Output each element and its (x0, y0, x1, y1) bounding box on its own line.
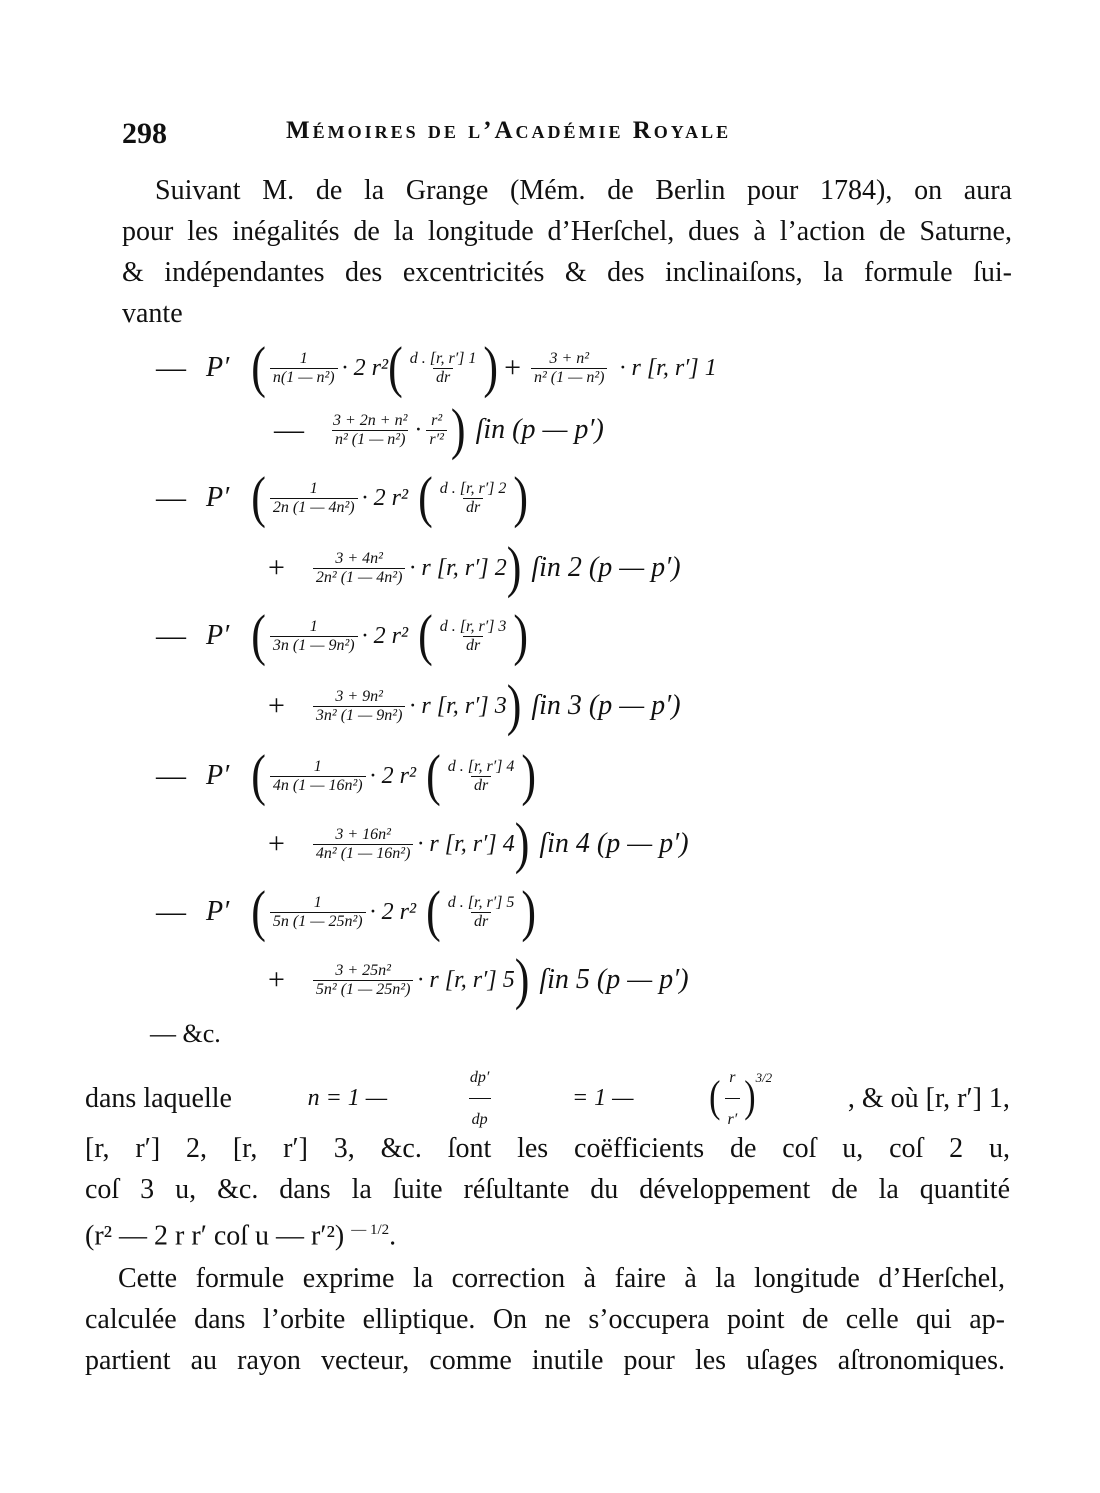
formula-term-5a (150, 879, 537, 944)
p-prime: P′ (206, 482, 230, 513)
paren-open: ( (251, 603, 266, 668)
p-prime: P′ (206, 620, 230, 651)
fraction: $\frac{d . [r, r'] 2}{dr}$ (439, 479, 507, 516)
paren-open: ( (418, 465, 433, 530)
fraction: $\frac{d . [r, r'] 4}{dr}$ (447, 757, 515, 794)
p-prime: P′ (206, 896, 230, 927)
fraction: $\frac{1}{\text{3n (1 — 9n²)}}$ (270, 618, 358, 655)
formula-term-3b (262, 673, 681, 738)
paren-close: ) (483, 335, 499, 400)
text-line: partient au rayon vecteur, comme inutile pour les uſages aſtronomiques. (85, 1345, 1005, 1376)
page-number: 298 (122, 117, 167, 150)
term-tail: · r [r, r′] 1 (619, 354, 717, 381)
fraction: $\frac{\text{3 + 4n²}}{\text{2n² (1 — 4n²)}}$ (313, 550, 405, 587)
fraction: $\frac{\text{3 + 16n²}}{\text{4n² (1 — 16n²)}}$ (313, 826, 413, 863)
paren-close: ) (506, 535, 522, 600)
coefficient: · 2 r² (361, 622, 409, 649)
paren-close: ) (506, 673, 522, 738)
text-line: pour les inégalités de la longitude d’Herſchel, dues à l’action de Saturne, (122, 216, 1012, 247)
paren-close: ) (521, 879, 537, 944)
text-line: vante (122, 298, 183, 329)
formula-term-1b (268, 397, 604, 462)
term-tail: · r [r, r′] 5 (417, 966, 515, 993)
math-fragment: ( $\frac{r}{r'}$ ) $^{3/2}$ (709, 1057, 772, 1140)
formula-term-2a (150, 465, 529, 530)
paren-open: ( (251, 879, 266, 944)
formula-term-2b (262, 535, 681, 600)
coefficient: · 2 r² (369, 762, 417, 789)
definition-line-1 (85, 1068, 1010, 1128)
fraction: $\frac{\text{r²}}{\text{r′²}}$ (426, 412, 447, 449)
fraction: $\frac{\text{3 + 25n²}}{\text{5n² (1 — 25n²)}}$ (313, 962, 413, 999)
minus-sign: — (156, 351, 186, 384)
paren-close: ) (513, 465, 529, 530)
term-tail: · r [r, r′] 3 (409, 692, 507, 719)
text-fragment: , & où [r, r′] 1, (847, 1082, 1010, 1114)
text-line: calculée dans l’orbite elliptique. On ne s’occupera point de celle qui ap- (85, 1304, 1005, 1335)
fraction: $\frac{d . [r, r'] 5}{dr}$ (447, 893, 515, 930)
paren-close: ) (521, 743, 537, 808)
sine-term: ſin 2 (p — p′) (531, 552, 681, 583)
paren-open: ( (251, 335, 266, 400)
text-line: [r, r′] 2, [r, r′] 3, &c. ſont les coëfficients de coſ u, coſ 2 u, (85, 1133, 1010, 1164)
plus-sign: + (268, 551, 285, 584)
fraction: $\frac{1}{\text{5n (1 — 25n²)}}$ (270, 894, 366, 931)
minus-sign: — (156, 895, 186, 928)
fraction: $\frac{d . [r, r'] 1}{dr}$ (409, 349, 477, 386)
formula-etc: — &c. (150, 1019, 221, 1048)
fraction: $\frac{\text{3 + n²}}{\text{n² (1 — n²)}}$ (531, 350, 607, 387)
coefficient: · 2 r² (361, 484, 409, 511)
paren-open: ( (388, 335, 403, 400)
plus-sign: + (504, 351, 521, 384)
text-fragment: dans laquelle (85, 1082, 232, 1114)
text-line: Cette formule exprime la correction à faire à la longitude d’Herſchel, (118, 1263, 1005, 1294)
coefficient: · 2 r² (369, 898, 417, 925)
minus-sign: — (156, 481, 186, 514)
math-fragment: n = 1 — (307, 1084, 388, 1111)
formula-term-1a (150, 335, 717, 400)
fraction: $\frac{\text{3 + 2n + n²}}{\text{n² (1 — n²)}}$ (333, 411, 408, 448)
paren-open: ( (418, 603, 433, 668)
fraction: $\frac{1}{\text{4n (1 — 16n²)}}$ (270, 758, 366, 795)
term-tail: · r [r, r′] 4 (417, 830, 515, 857)
sine-term: ſin (p — p′) (475, 414, 604, 445)
paren-open: ( (426, 743, 441, 808)
minus-sign: — (156, 619, 186, 652)
running-head: Mémoires de l’Académie Royale (286, 117, 732, 144)
fraction: $\frac{1}{\text{2n (1 — 4n²)}}$ (270, 480, 358, 517)
sine-term: ſin 3 (p — p′) (531, 690, 681, 721)
plus-sign: + (268, 963, 285, 996)
formula-term-4a (150, 743, 537, 808)
fraction: $\frac{\text{3 + 9n²}}{\text{3n² (1 — 9n²)}}$ (313, 688, 405, 725)
fraction: $\frac{dp'}{dp}$ (467, 1057, 493, 1140)
minus-sign: — (156, 759, 186, 792)
text-line: Suivant M. de la Grange (Mém. de Berlin pour 1784), on aura (155, 175, 1012, 206)
math-fragment: = 1 — (571, 1084, 634, 1111)
term-tail: · r [r, r′] 2 (409, 554, 507, 581)
minus-sign: — (274, 413, 304, 446)
plus-sign: + (268, 689, 285, 722)
sine-term: ſin 4 (p — p′) (539, 828, 689, 859)
fraction: $\frac{d . [r, r'] 3}{dr}$ (439, 617, 507, 654)
exponent: — 1/2 (351, 1222, 390, 1238)
paren-close: ) (514, 811, 530, 876)
plus-sign: + (268, 827, 285, 860)
dot-operator: · (414, 416, 423, 443)
formula-term-5b (262, 947, 689, 1012)
p-prime: P′ (206, 352, 230, 383)
paragraph-conclusion (85, 1258, 1005, 1381)
text-line: coſ 3 u, &c. dans la ſuite réſultante du développement de la quantité (85, 1174, 1010, 1205)
coefficient: · 2 r² (341, 354, 389, 381)
sine-term: ſin 5 (p — p′) (539, 964, 689, 995)
fraction: $\frac{1}{\text{n(1 — n²)}}$ (270, 350, 338, 387)
paragraph-intro (122, 170, 1012, 334)
paren-open: ( (426, 879, 441, 944)
paren-close: ) (450, 397, 466, 462)
paren-close: ) (514, 947, 530, 1012)
paragraph-definitions (85, 1068, 1010, 1256)
paren-open: ( (251, 743, 266, 808)
math-fragment: (r² — 2 r r′ coſ u — r′²) (85, 1220, 345, 1252)
formula-term-4b (262, 811, 689, 876)
formula-term-3a (150, 603, 529, 668)
text-line: (r² — 2 r r′ coſ u — r′²) $^{— 1/2}$. (85, 1220, 397, 1252)
paren-open: ( (251, 465, 266, 530)
text-line: & indépendantes des excentricités & des inclinaiſons, la formule ſui- (122, 257, 1012, 288)
p-prime: P′ (206, 760, 230, 791)
paren-close: ) (513, 603, 529, 668)
